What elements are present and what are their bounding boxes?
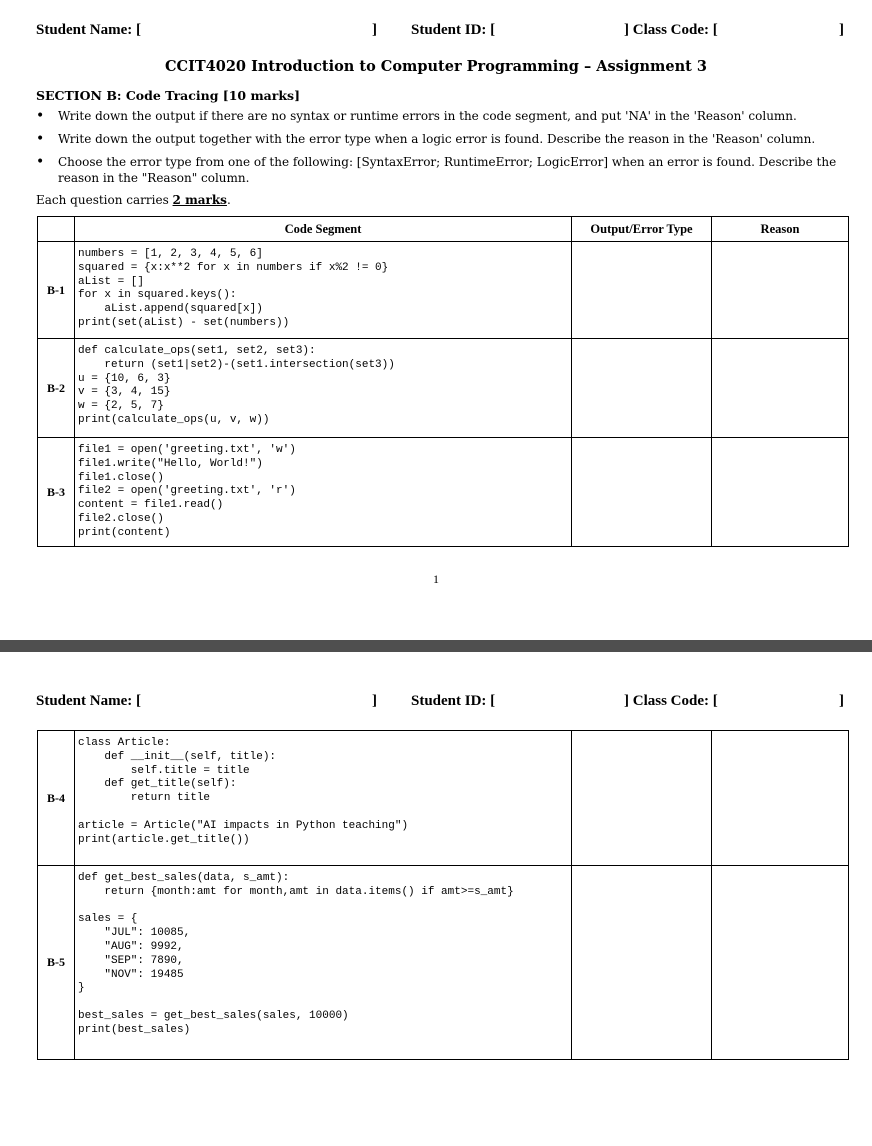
student-name-bracket: ] (372, 22, 377, 38)
code-segment: numbers = [1, 2, 3, 4, 5, 6] squared = {x:x**2 for x in numbers if x%2 != 0} aList = [] for x in squared.keys(): aList.append(squared[x]) print(set(aList) - set(numbers)) (78, 248, 389, 329)
question-row-b5 (38, 866, 849, 1060)
page-number: 1 (433, 572, 439, 586)
question-row-b2 (38, 339, 849, 438)
instruction-item: • Write down the output if there are no syntax or runtime errors in the code segment, and put 'NA' in the 'Reason' column. (36, 108, 846, 124)
class-code-label: ] Class Code: [ (624, 22, 718, 38)
student-id-label: Student ID: [ (411, 22, 496, 38)
question-id: B-5 (38, 866, 75, 1060)
output-cell[interactable] (572, 438, 712, 547)
output-cell[interactable] (572, 242, 712, 339)
question-row-b1 (38, 242, 849, 339)
marks-note: Each question carries 2 marks. (36, 193, 231, 207)
code-segment: def calculate_ops(set1, set2, set3): return (set1|set2)-(set1.intersection(set3)) u = {10, 6, 3} v = {3, 4, 15} w = {2, 5, 7} print(calculate_ops(u, v, w)) (78, 345, 395, 426)
section-heading: SECTION B: Code Tracing [10 marks] (36, 88, 300, 103)
instruction-item: • Write down the output together with the error type when a logic error is found. Describe the reason in the 'Reason' column. (36, 131, 846, 147)
code-segment: def get_best_sales(data, s_amt): return {month:amt for month,amt in data.items() if amt>=s_amt} sales = { "JUL": 10085, "AUG": 9992, "SEP": 7890, "NOV": 19485 } best_sales = get_best_sales(sales, 10000) print(best_sales) (78, 872, 514, 1036)
student-header (36, 693, 848, 713)
reason-cell[interactable] (712, 339, 849, 438)
output-header: Output/Error Type (572, 217, 712, 242)
student-id-label: Student ID: [ (411, 693, 496, 709)
reason-header: Reason (712, 217, 849, 242)
student-header (36, 22, 848, 42)
question-id: B-4 (38, 731, 75, 866)
class-code-label: ] Class Code: [ (624, 693, 718, 709)
reason-cell[interactable] (712, 438, 849, 547)
question-row-b4 (38, 731, 849, 866)
marks-value: 2 marks (172, 193, 227, 207)
reason-cell[interactable] (712, 731, 849, 866)
class-code-bracket: ] (839, 693, 844, 709)
question-id: B-2 (38, 339, 75, 438)
output-cell[interactable] (572, 866, 712, 1060)
question-table-2 (37, 730, 849, 1060)
instruction-item: • Choose the error type from one of the following: [SyntaxError; RuntimeError; LogicError] when an error is found. Describe the reason in the "Reason" column. (36, 154, 846, 186)
reason-cell[interactable] (712, 866, 849, 1060)
page-2 (0, 652, 872, 1146)
question-id: B-1 (38, 242, 75, 339)
code-segment-header: Code Segment (75, 217, 572, 242)
output-cell[interactable] (572, 339, 712, 438)
question-table-1 (37, 216, 849, 547)
class-code-bracket: ] (839, 22, 844, 38)
page-separator (0, 640, 872, 652)
student-name-bracket: ] (372, 693, 377, 709)
student-name-label: Student Name: [ (36, 693, 141, 709)
output-cell[interactable] (572, 731, 712, 866)
code-segment: file1 = open('greeting.txt', 'w') file1.write("Hello, World!") file1.close() file2 = open('greeting.txt', 'r') content = file1.read() file2.close() print(content) (78, 444, 296, 539)
instruction-list (36, 108, 846, 193)
question-id: B-3 (38, 438, 75, 547)
page-title: CCIT4020 Introduction to Computer Programming – Assignment 3 (165, 58, 707, 75)
id-header-cell (38, 217, 75, 242)
question-row-b3 (38, 438, 849, 547)
code-segment: class Article: def __init__(self, title): self.title = title def get_title(self): return title article = Article("AI impacts in Python teaching") print(article.get_title()) (78, 737, 409, 846)
student-name-label: Student Name: [ (36, 22, 141, 38)
reason-cell[interactable] (712, 242, 849, 339)
